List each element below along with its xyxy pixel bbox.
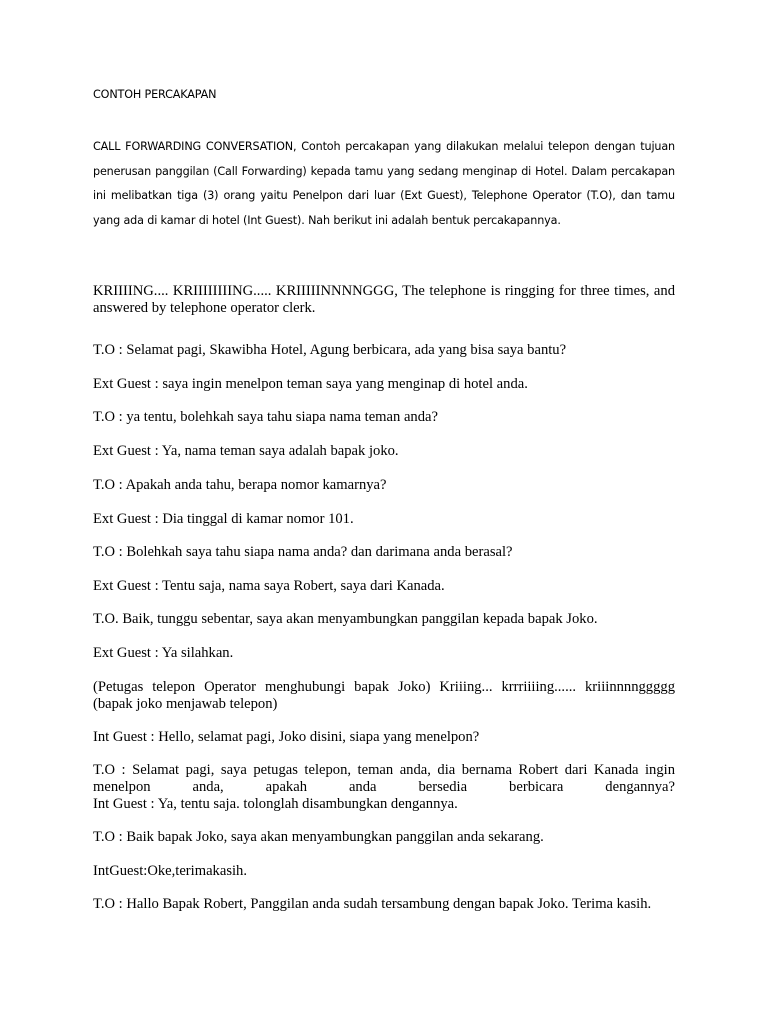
dialogue-line: T.O : Hallo Bapak Robert, Panggilan anda sudah tersambung dengan bapak Joko. Terima kasih.: [93, 896, 652, 912]
dialogue-line: IntGuest:Oke,terimakasih.: [93, 863, 248, 879]
dialogue-line: Ext Guest : Ya, nama teman saya adalah bapak joko.: [93, 443, 399, 459]
document-heading: CONTOH PERCAKAPAN: [93, 88, 217, 101]
dialogue-line: Ext Guest : saya ingin menelpon teman saya yang menginap di hotel anda.: [93, 376, 528, 392]
dialogue-line: Int Guest : Ya, tentu saja. tolonglah disambungkan dengannya.: [93, 796, 458, 812]
dialogue-line: Ext Guest : Dia tinggal di kamar nomor 101.: [93, 511, 354, 527]
ring-paragraph: KRIIIING.... KRIIIIIIIING..... KRIIIIINNNNGGG, The telephone is ringging for three times, and answered by telephone operator clerk.: [93, 283, 675, 316]
dialogue-line: T.O : Selamat pagi, Skawibha Hotel, Agung berbicara, ada yang bisa saya bantu?: [93, 342, 567, 358]
dialogue-line: Int Guest : Hello, selamat pagi, Joko disini, siapa yang menelpon?: [93, 729, 480, 745]
dialogue-line: Ext Guest : Ya silahkan.: [93, 645, 234, 661]
dialogue-line: T.O : Apakah anda tahu, berapa nomor kamarnya?: [93, 477, 387, 493]
dialogue-line: T.O : Baik bapak Joko, saya akan menyambungkan panggilan anda sekarang.: [93, 829, 544, 845]
dialogue-line: Ext Guest : Tentu saja, nama saya Robert, saya dari Kanada.: [93, 578, 445, 594]
intro-paragraph: CALL FORWARDING CONVERSATION, Contoh percakapan yang dilakukan melalui telepon dengan tujuan penerusan panggilan (Call Forwarding) kepada tamu yang sedang menginap di Hotel. Dalam percakapan ini melibatkan tiga (3) orang yaitu Penelpon dari luar (Ext Guest), Telephone Operator (T.O), dan tamu yang ada di kamar di hotel (Int Guest). Nah berikut ini adalah bentuk percakapannya.: [93, 140, 675, 227]
dialogue-line: T.O : ya tentu, bolehkah saya tahu siapa nama teman anda?: [93, 409, 438, 425]
dialogue-line: (Petugas telepon Operator menghubungi bapak Joko) Kriiing... krrriiiing...... kriiinnnnggggg (bapak joko menjawab telepon): [93, 679, 675, 712]
dialogue-line: T.O. Baik, tunggu sebentar, saya akan menyambungkan panggilan kepada bapak Joko.: [93, 611, 598, 627]
dialogue-line: T.O : Bolehkah saya tahu siapa nama anda? dan darimana anda berasal?: [93, 544, 513, 560]
dialogue-line: T.O : Selamat pagi, saya petugas telepon, teman anda, dia bernama Robert dari Kanada ingin menelpon anda, apakah anda bersedia berbicara dengannya?: [93, 762, 675, 795]
